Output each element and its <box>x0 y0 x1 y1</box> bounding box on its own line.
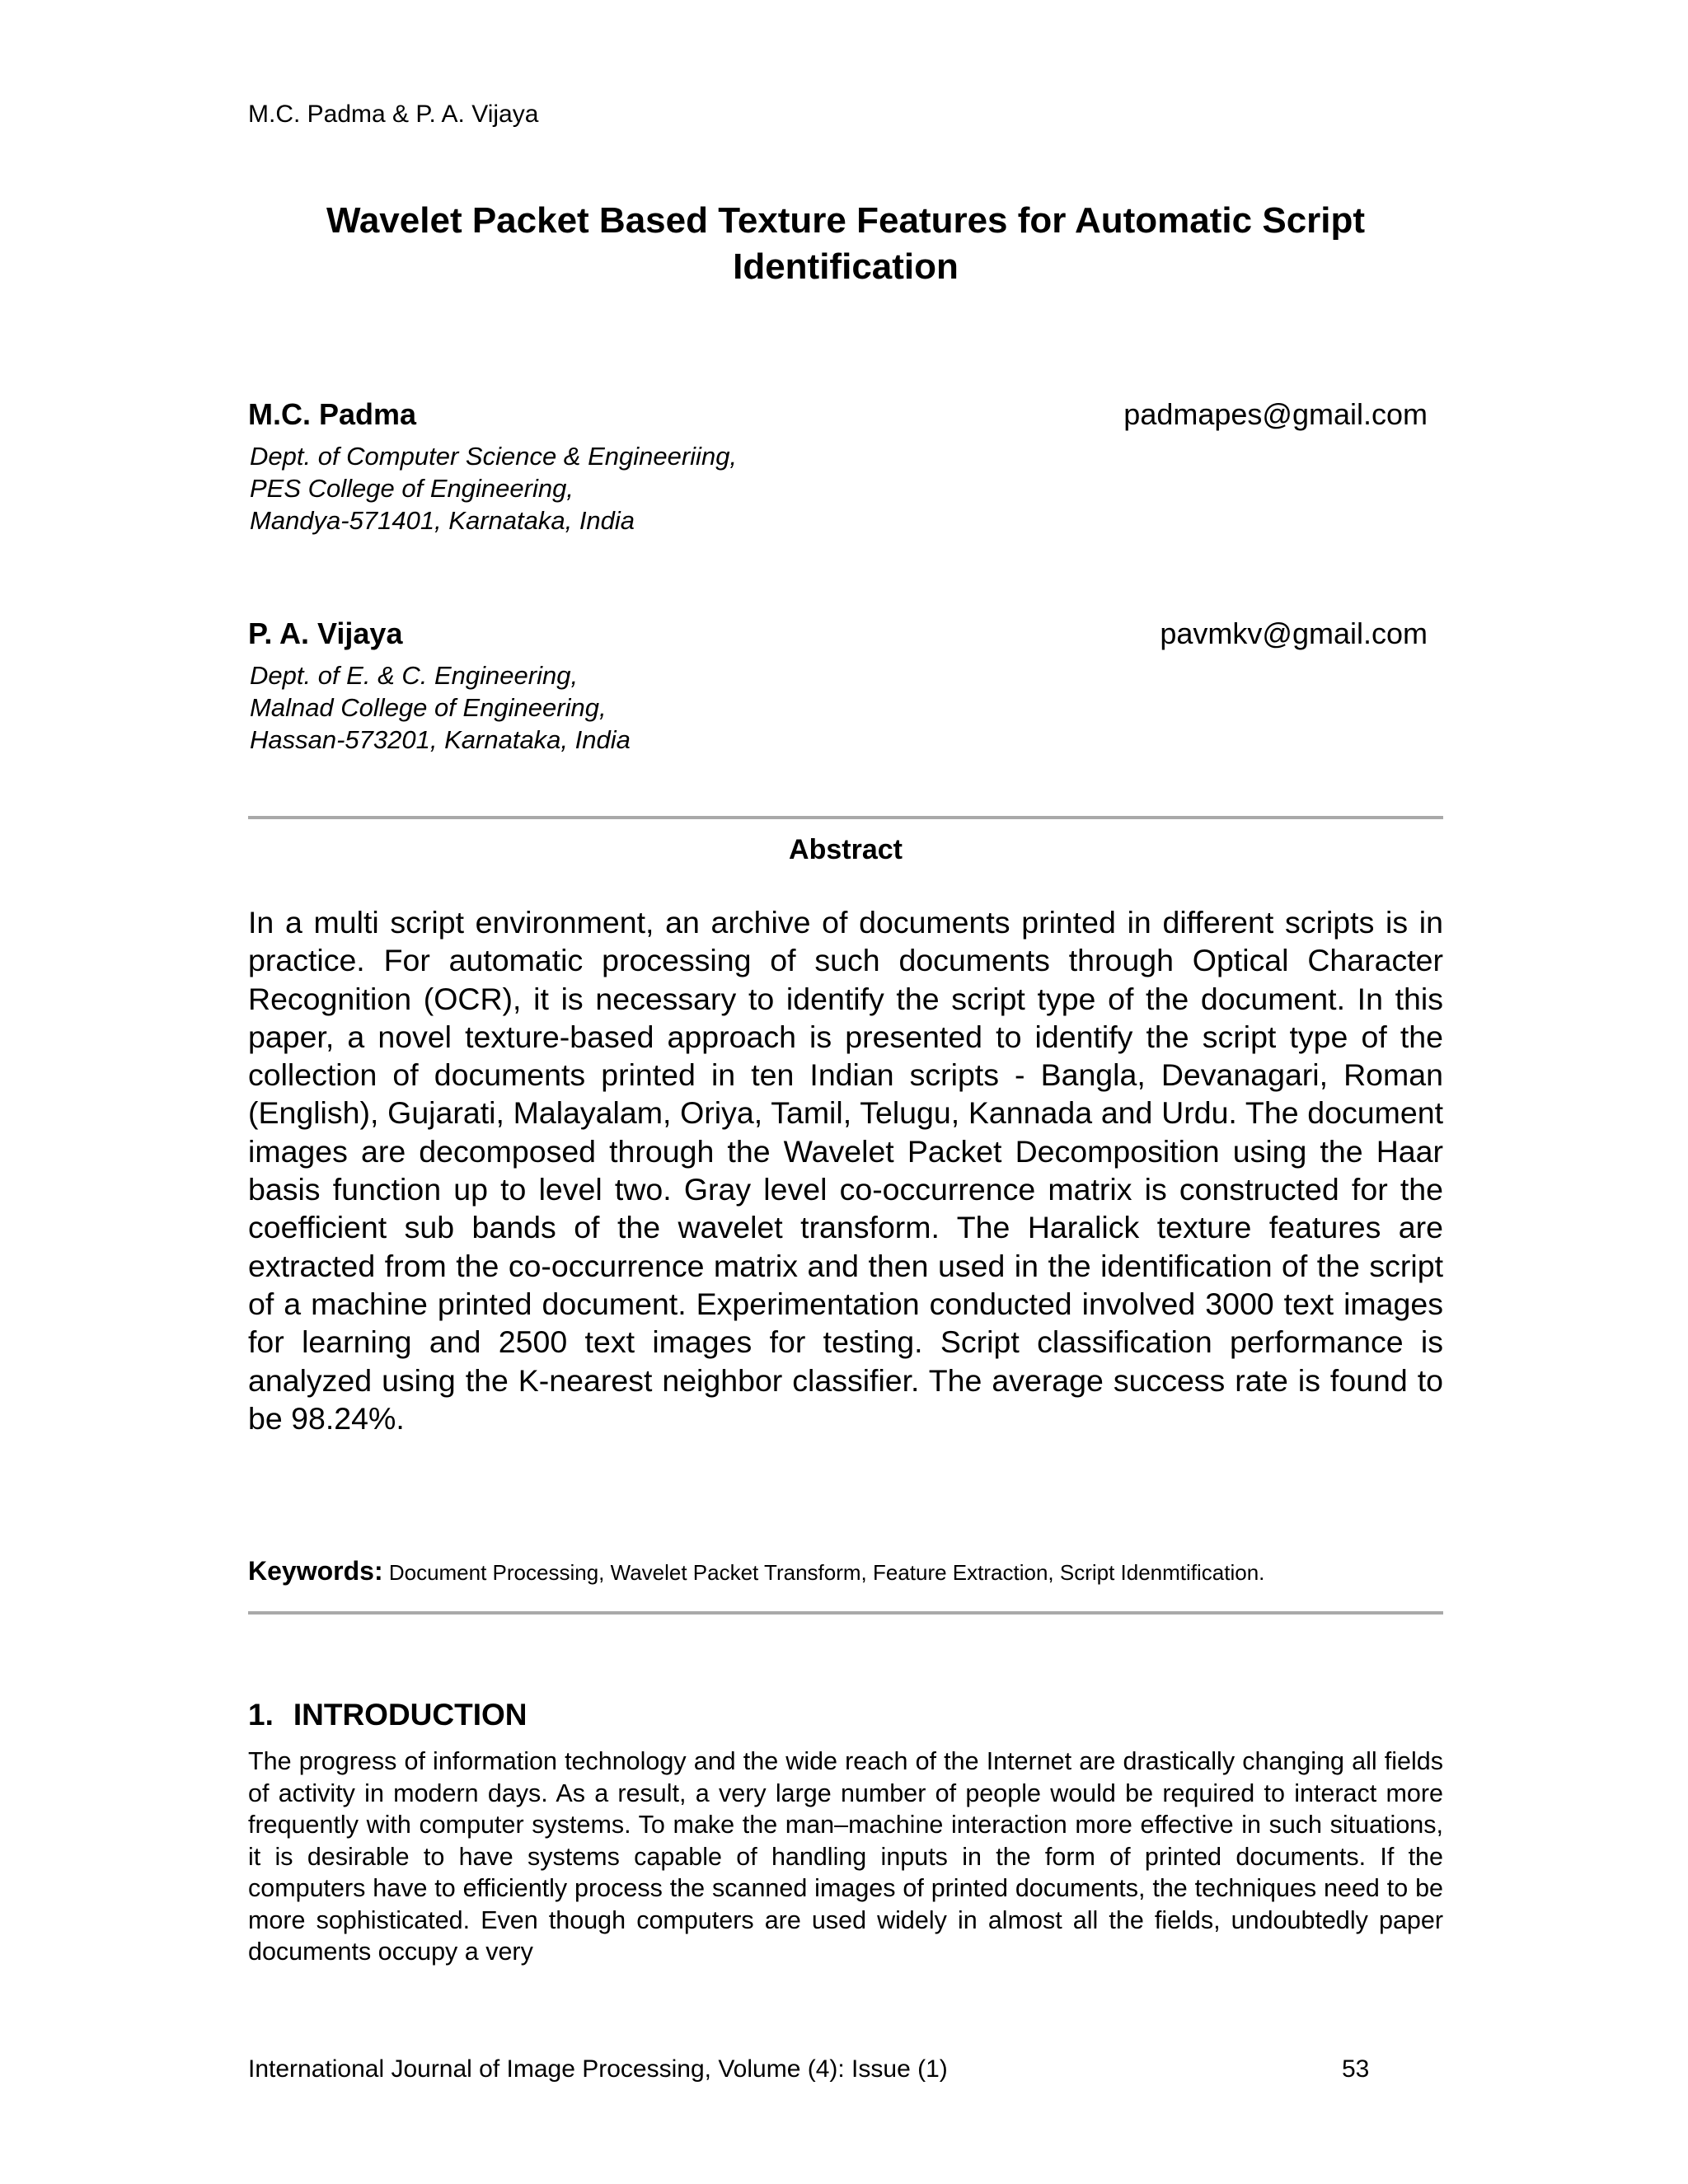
author-email: pavmkv@gmail.com <box>1160 616 1428 650</box>
keywords <box>248 1556 1264 1586</box>
abstract-heading: Abstract <box>789 834 903 865</box>
affiliation-line: PES College of Engineering, <box>250 474 574 503</box>
keywords-label: Keywords: <box>248 1556 383 1586</box>
page-number: 53 <box>1342 2055 1370 2083</box>
abstract-text: In a multi script environment, an archive of documents printed in different scripts is in practice. For automatic processing of such documents through Optical Character Recognition (OCR), it is necessary to identify the script type of the document. In this paper, a novel texture-based approach is presented to identify the script type of the collection of documents printed in ten Indian scripts - Bangla, Devanagari, Roman (English), Gujarati, Malayalam, Oriya, Tamil, Telugu, Kannada and Urdu. The document images are decomposed through the Wavelet Packet Decomposition using the Haar basis function up to level two. Gray level co-occurrence matrix is constructed for the coefficient sub bands of the wavelet transform. The Haralick texture features are extracted from the co-occurrence matrix and then used in the identification of the script of a machine printed document. Experimentation conducted involved 3000 text images for learning and 2500 text images for testing. Script classification performance is analyzed using the K-nearest neighbor classifier. The average success rate is found to be 98.24%. <box>248 905 1443 1436</box>
footer-journal: International Journal of Image Processing, Volume (4): Issue (1) <box>248 2055 948 2083</box>
affiliation-line: Mandya-571401, Karnataka, India <box>250 506 635 535</box>
author-affiliation <box>250 659 631 756</box>
paper-title-line-2: Identification <box>733 246 959 287</box>
author-affiliation <box>250 440 737 537</box>
keywords-text: Document Processing, Wavelet Packet Transform, Feature Extraction, Script Idenmtification. <box>388 1560 1265 1585</box>
affiliation-line: Malnad College of Engineering, <box>250 693 607 722</box>
section-heading <box>248 1698 528 1732</box>
affiliation-line: Hassan-573201, Karnataka, India <box>250 725 631 754</box>
section-number: 1. <box>248 1698 274 1732</box>
section-title: INTRODUCTION <box>293 1698 528 1732</box>
author-name: P. A. Vijaya <box>248 616 403 650</box>
author-name: M.C. Padma <box>248 397 417 431</box>
paper-title-line-1: Wavelet Packet Based Texture Features for Automatic Script <box>326 200 1366 241</box>
introduction-text: The progress of information technology and the wide reach of the Internet are drastically changing all fields of activity in modern days. As a result, a very large number of people would be required to interact more frequently with computer systems. To make the man–machine interaction more effective in such situations, it is desirable to have systems capable of handling inputs in the form of printed documents. If the computers have to efficiently process the scanned images of printed documents, the techniques need to be more sophisticated. Even though computers are used widely in almost all the fields, undoubtedly paper documents occupy a very <box>248 1747 1443 1966</box>
affiliation-line: Dept. of Computer Science & Engineeriing, <box>250 442 738 471</box>
author-email: padmapes@gmail.com <box>1123 397 1428 431</box>
bottom-divider <box>248 1611 1443 1615</box>
paper-title <box>248 198 1443 290</box>
affiliation-line: Dept. of E. & C. Engineering, <box>250 661 579 690</box>
top-divider <box>248 816 1443 819</box>
running-head: M.C. Padma & P. A. Vijaya <box>248 101 539 128</box>
